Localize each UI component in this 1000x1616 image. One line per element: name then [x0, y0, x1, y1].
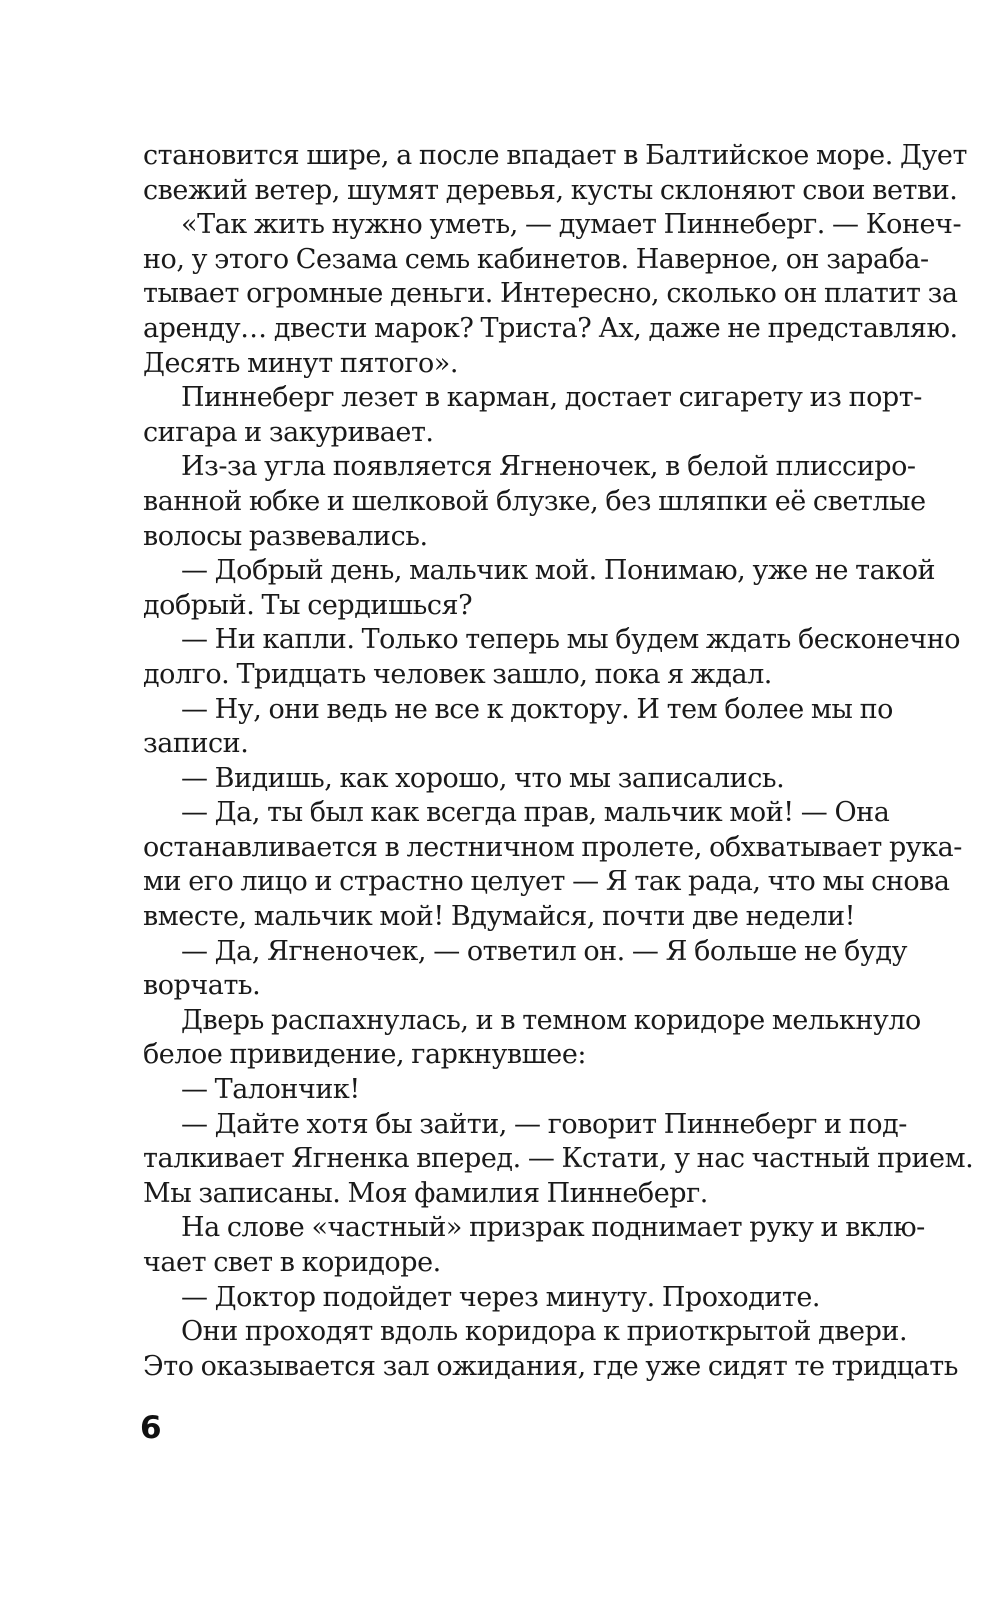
- text-line: записи.: [143, 728, 249, 760]
- text-line: Из-за угла появляется Ягненочек, в белой плиссиро-: [181, 451, 916, 483]
- text-line: волосы развевались.: [143, 520, 428, 552]
- text-line: сигара и закуривает.: [143, 416, 434, 448]
- text-line: тывает огромные деньги. Интересно, сколько он платит за: [143, 278, 958, 310]
- text-line: вместе, мальчик мой! Вдумайся, почти две недели!: [143, 901, 856, 933]
- text-line: добрый. Ты сердишься?: [143, 589, 473, 621]
- text-line: чает свет в коридоре.: [143, 1247, 441, 1278]
- text-line: — Ни капли. Только теперь мы будем ждать бесконечно: [181, 624, 961, 656]
- text-line: — Ну, они ведь не все к доктору. И тем более мы по: [181, 693, 893, 725]
- text-line: талкивает Ягненка вперед. — Кстати, у нас частный прием.: [143, 1143, 974, 1175]
- text-line: — Дайте хотя бы зайти, — говорит Пиннеберг и под-: [181, 1108, 907, 1140]
- text-line: — Видишь, как хорошо, что мы записались.: [181, 762, 785, 794]
- text-body: [143, 139, 974, 1384]
- text-line: останавливается в лестничном пролете, обхватывает рука-: [143, 831, 962, 863]
- text-line: «Так жить нужно уметь, — думает Пиннеберг. — Конеч-: [181, 209, 962, 241]
- text-line: Дверь распахнулась, и в темном коридоре мелькнуло: [181, 1004, 921, 1036]
- page-number: 6: [140, 1410, 162, 1446]
- text-line: Десять минут пятого».: [143, 347, 458, 379]
- text-line: — Добрый день, мальчик мой. Понимаю, уже не такой: [181, 555, 936, 587]
- text-line: становится шире, а после впадает в Балтийское море. Дует: [143, 140, 967, 171]
- text-line: но, у этого Сезама семь кабинетов. Наверное, он зараба-: [143, 243, 929, 275]
- text-line: Мы записаны. Моя фамилия Пиннеберг.: [143, 1177, 708, 1209]
- text-line: — Доктор подойдет через минуту. Проходите.: [181, 1281, 821, 1313]
- text-line: Они проходят вдоль коридора к приоткрытой двери.: [181, 1316, 908, 1348]
- text-line: белое привидение, гаркнувшее:: [143, 1039, 587, 1071]
- text-line: ми его лицо и страстно целует — Я так рада, что мы снова: [143, 866, 950, 898]
- text-line: долго. Тридцать человек зашло, пока я ждал.: [143, 658, 772, 690]
- text-line: Это оказывается зал ожидания, где уже сидят те тридцать: [143, 1350, 958, 1382]
- text-line: ванной юбке и шелковой блузке, без шляпки её светлые: [143, 485, 926, 517]
- text-line: — Да, ты был как всегда прав, мальчик мой! — Она: [181, 797, 890, 829]
- text-line: свежий ветер, шумят деревья, кусты склоняют свои ветви.: [143, 174, 958, 206]
- text-line: аренду… двести марок? Триста? Ах, даже не представляю.: [143, 312, 958, 344]
- text-line: Пиннеберг лезет в карман, достает сигарету из порт-: [181, 382, 922, 414]
- text-line: — Талончик!: [181, 1074, 360, 1106]
- text-line: ворчать.: [143, 970, 261, 1002]
- text-line: На слове «частный» призрак поднимает руку и вклю-: [181, 1212, 925, 1244]
- text-line: — Да, Ягненочек, — ответил он. — Я больше не буду: [181, 935, 908, 967]
